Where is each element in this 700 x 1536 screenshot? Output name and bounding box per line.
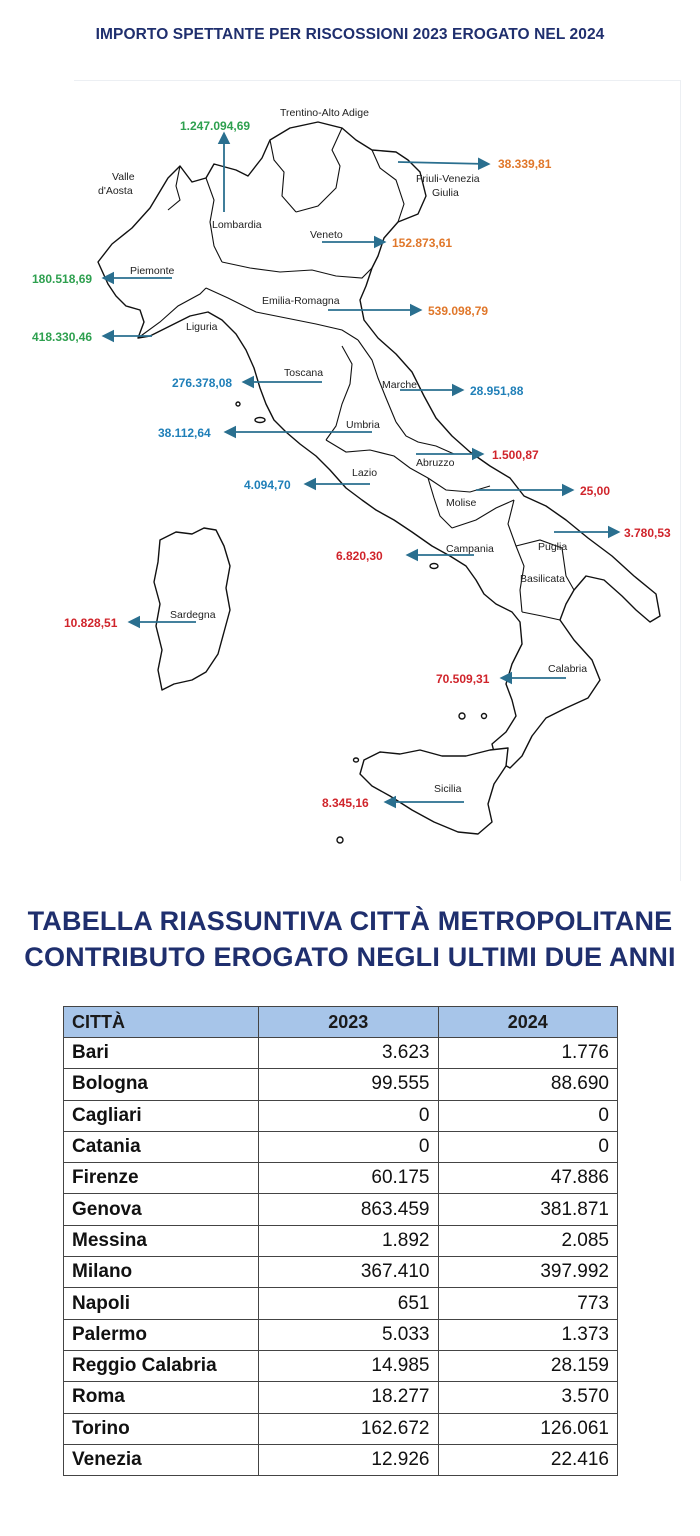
label-molise: Molise [446,497,477,509]
cell-2023: 367.410 [259,1257,439,1288]
table-row [64,1100,618,1131]
cell-2024: 47.886 [438,1163,618,1194]
label-lombardia: Lombardia [212,219,262,231]
cell-2024: 2.085 [438,1225,618,1256]
cell-city: Genova [64,1194,259,1225]
cell-city: Reggio Calabria [64,1350,259,1381]
cell-city: Cagliari [64,1100,259,1131]
label-abruzzo: Abruzzo [416,457,455,469]
island-aeolian-2 [482,714,487,719]
label-umbria: Umbria [346,419,380,431]
label-piemonte: Piemonte [130,265,175,277]
cell-2023: 651 [259,1288,439,1319]
amount-toscana: 276.378,08 [172,376,233,390]
cell-2023: 14.985 [259,1350,439,1381]
table-row [64,1413,618,1444]
table-row [64,1444,618,1475]
island-aeolian-1 [459,713,465,719]
cell-2024: 773 [438,1288,618,1319]
amount-puglia: 3.780,53 [624,526,671,540]
cell-city: Venezia [64,1444,259,1475]
cell-2024: 28.159 [438,1350,618,1381]
amount-veneto: 152.873,61 [392,236,453,250]
amount-lazio: 4.094,70 [244,478,291,492]
table-row [64,1319,618,1350]
island-elba [255,418,265,423]
cell-2024: 126.061 [438,1413,618,1444]
section-title-line-1: TABELLA RIASSUNTIVA CITTÀ METROPOLITANE [27,906,673,936]
island-small-1 [236,402,240,406]
cell-2023: 863.459 [259,1194,439,1225]
amount-emilia: 539.098,79 [428,304,489,318]
cell-2023: 1.892 [259,1225,439,1256]
table-row [64,1038,618,1069]
cell-2023: 99.555 [259,1069,439,1100]
amount-molise: 25,00 [580,484,611,498]
cell-2024: 0 [438,1100,618,1131]
table-header-row [64,1007,618,1038]
cell-2023: 162.672 [259,1413,439,1444]
cell-2024: 88.690 [438,1069,618,1100]
label-liguria: Liguria [186,321,218,333]
cell-city: Milano [64,1257,259,1288]
cell-2024: 1.776 [438,1038,618,1069]
summary-table [63,1006,618,1476]
table-row [64,1288,618,1319]
cell-2023: 12.926 [259,1444,439,1475]
cell-city: Napoli [64,1288,259,1319]
amount-umbria: 38.112,64 [158,426,211,440]
section-title-line-2: CONTRIBUTO EROGATO NEGLI ULTIMI DUE ANNI [24,942,676,972]
amount-sardegna: 10.828,51 [64,616,118,630]
cell-city: Messina [64,1225,259,1256]
header-2023: 2023 [259,1007,439,1038]
label-marche: Marche [382,379,418,391]
label-valle-2: d'Aosta [98,185,133,197]
table-row [64,1350,618,1381]
label-toscana: Toscana [284,367,324,379]
cell-2023: 18.277 [259,1382,439,1413]
cell-2023: 60.175 [259,1163,439,1194]
label-trentino: Trentino-Alto Adige [280,107,369,119]
amount-piemonte: 180.518,69 [32,272,93,286]
table-row [64,1131,618,1162]
cell-2023: 5.033 [259,1319,439,1350]
island-pantelleria [337,837,343,843]
table-row [64,1069,618,1100]
cell-city: Palermo [64,1319,259,1350]
cell-2023: 0 [259,1131,439,1162]
label-puglia: Puglia [538,541,568,553]
table-row [64,1194,618,1225]
label-lazio: Lazio [352,467,378,479]
label-sardegna: Sardegna [170,609,216,621]
island-capri [430,564,438,569]
cell-2024: 3.570 [438,1382,618,1413]
amount-liguria: 418.330,46 [32,330,93,344]
cell-2024: 397.992 [438,1257,618,1288]
island-egadi [354,758,359,762]
label-emilia: Emilia-Romagna [262,295,340,307]
cell-city: Catania [64,1131,259,1162]
cell-2024: 1.373 [438,1319,618,1350]
label-basilicata: Basilicata [520,573,565,585]
amount-calabria: 70.509,31 [436,672,490,686]
label-campania: Campania [446,543,494,555]
cell-2024: 381.871 [438,1194,618,1225]
label-friuli-1: Friuli-Venezia [416,173,480,185]
table-row [64,1257,618,1288]
cell-2024: 0 [438,1131,618,1162]
label-veneto: Veneto [310,229,343,241]
cell-city: Bari [64,1038,259,1069]
cell-2023: 0 [259,1100,439,1131]
cell-city: Bologna [64,1069,259,1100]
label-friuli-2: Giulia [432,187,459,199]
cell-2023: 3.623 [259,1038,439,1069]
page-title: IMPORTO SPETTANTE PER RISCOSSIONI 2023 EROGATO NEL 2024 [95,26,605,43]
amount-lombardia: 1.247.094,69 [180,119,251,133]
amount-friuli: 38.339,81 [498,157,552,171]
table-row [64,1382,618,1413]
amount-campania: 6.820,30 [336,549,383,563]
label-valle-1: Valle [112,171,135,183]
header-2024: 2024 [438,1007,618,1038]
header-city: CITTÀ [64,1007,259,1038]
amount-abruzzo: 1.500,87 [492,448,539,462]
label-sicilia: Sicilia [434,783,462,795]
table-row [64,1225,618,1256]
cell-2024: 22.416 [438,1444,618,1475]
amount-marche: 28.951,88 [470,384,524,398]
cell-city: Roma [64,1382,259,1413]
amount-sicilia: 8.345,16 [322,796,369,810]
label-calabria: Calabria [548,663,588,675]
table-row [64,1163,618,1194]
cell-city: Torino [64,1413,259,1444]
cell-city: Firenze [64,1163,259,1194]
